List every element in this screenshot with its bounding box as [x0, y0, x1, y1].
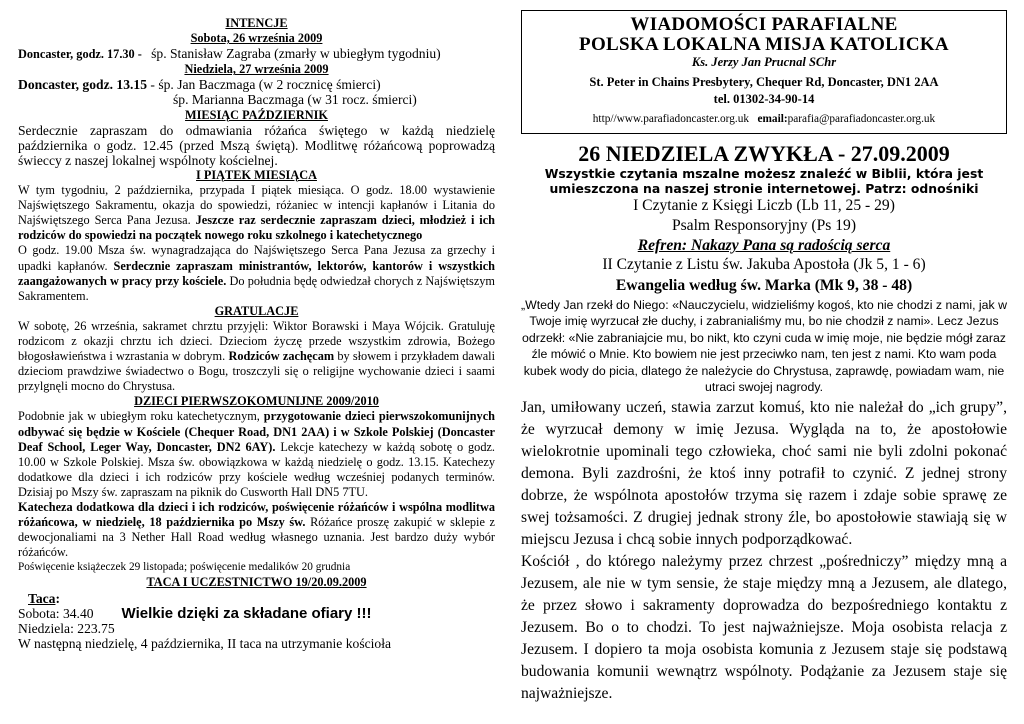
- parish-contact-line: [528, 112, 1000, 127]
- email-label: email:: [757, 113, 788, 125]
- first-friday-bold-2: Serdecznie zapraszam ministrantów, lektorów, kantorów i wszystkich zaangażowanych w pracy przy kościele.: [18, 258, 495, 288]
- collection-label-text: Taca: [28, 590, 56, 606]
- first-friday-text-1: [18, 183, 495, 243]
- communion-part-1: Podobnie jak w ubiegłym roku katechetycznym,: [18, 409, 264, 424]
- psalm: Psalm Responsoryjny (Ps 19): [671, 217, 857, 234]
- congratulations-part-2: by słowem i przykładem dawali dzieciom prawdziwe świadectwo o Bogu, troszczyli się o religijne wychowanie dzieci i saami przylgnęli mocno do Chrystusa.: [18, 349, 496, 394]
- communion-part-2: Lekcje katechezy w każdą sobotę o godz. 10.00 w Szkole Polskiej. Msza św. obowiązkowa w każdą niedzielę o godz. 13.15. Katechezy dodatkowe dla dzieci i ich rodziców przy kościele według wcześniej podanych terminów. Dzisiaj po Mszy św. zapraszam na piknik do Cusworth Hall DN5 7TU.: [18, 439, 495, 499]
- parish-header-box: [521, 10, 1007, 134]
- intentions-date-sunday: Niedziela, 27 września 2009: [184, 62, 329, 77]
- collection-sunday: [18, 621, 495, 636]
- mission-title: POLSKA LOKALNA MISJA KATOLICKA: [579, 34, 949, 55]
- congratulations-heading: GRATULACJE: [214, 303, 299, 318]
- first-friday-part-1: W tym tygodniu, 2 października, przypada I piątek miesiąca. O godz. 18.00 wystawienie Najświętszego Sakramentu, okazja do spowiedzi, różaniec w intencji kapłanów i Litania do Najświętszego Serca Pana Jezusa.: [18, 183, 495, 228]
- first-friday-heading: I PIĄTEK MIESIĄCA: [196, 167, 317, 182]
- first-communion-text-1: [18, 409, 495, 500]
- sunday-value: 223.75: [77, 620, 115, 636]
- october-heading: MIESIĄC PAŹDZIERNIK: [185, 107, 328, 122]
- intention-2-place: Doncaster, godz. 13.15: [18, 77, 148, 93]
- first-friday-section: [18, 168, 495, 304]
- collection-heading: TACA I UCZESTNICTWO 19/20.09.2009: [146, 575, 367, 590]
- readings-note: Wszystkie czytania mszalne możesz znaleźć w Biblii, która jest umieszczona na naszej stronie internetowej. Patrz: odnośniki: [544, 166, 984, 196]
- intentions-heading: INTENCJE: [225, 16, 288, 30]
- first-communion-section: [18, 394, 495, 575]
- saturday-label: Sobota:: [18, 605, 60, 621]
- sunday-title: 26 NIEDZIELA ZWYKŁA - 27.09.2009: [578, 141, 950, 166]
- communion-blessing-dates: Poświęcenie książeczek 29 listopada; poświęcenie medalików 20 grudnia: [18, 561, 351, 574]
- intentions-section: [18, 16, 495, 108]
- intention-line-2: [18, 77, 495, 92]
- first-communion-heading: DZIECI PIERWSZOKOMUNIJNE 2009/2010: [134, 394, 379, 409]
- homily-paragraph-2: Kościół , do którego należymy przez chrzest „pośredniczy” między mną a Jezusem, ale nie w tym sensie, że staje między mną a Jezusem, ale dlatego, że przez słowo i sakramenty doprowadza do bezpośredniego kontaktu z Jezusem. Bo o to chodzi. To jest najważniejsze. Moja osobista relacja z Jezusem. I dopiero ta moja osobista komunia z Jezusem staje się podstawą budowania komunii wewnątrz wspólnoty. Podążanie za Jezusem staje się najważniejsze.: [521, 553, 1007, 703]
- collection-section: [18, 575, 495, 650]
- intention-1-place: Doncaster, godz. 17.30 -: [18, 47, 142, 62]
- intentions-date-saturday: Sobota, 26 września 2009: [190, 31, 323, 46]
- first-friday-part-2: O godz. 19.00 Msza św. wynagradzająca do Najświętszego Serca Pana Jezusa za grzechy i upadki kapłanów.: [18, 243, 495, 273]
- collection-saturday: [18, 606, 495, 621]
- gospel-title: Ewangelia według św. Marka (Mk 9, 38 - 48): [615, 277, 913, 294]
- right-column: [521, 10, 1007, 705]
- congratulations-part-1: W sobotę, 26 września, sakramet chrztu przyjęli: Wiktor Borawski i Maya Wójcik. Gratuluję rodzicom z okazji chrztu ich dzieci. Dzieciom życzę przede wszystkim zdrowia, Bożego błogosławieństwa i wzrastania w dobrym.: [18, 318, 495, 364]
- communion-part-3: Różańce proszę zakupić w sklepie z dewocjonaliami na 3 Nether Hall Road według własnego uznania. Jest bardzo duży wybór różańców.: [18, 515, 496, 560]
- sunday-label: Niedziela:: [18, 620, 74, 636]
- intention-line-3: śp. Marianna Baczmaga (w 31 rocz. śmierci): [173, 92, 417, 108]
- next-collection-note: W następną niedzielę, 4 października, II taca na utrzymanie kościoła: [18, 635, 392, 651]
- intention-2-text: - śp. Jan Baczmaga (w 2 rocznicę śmierci): [147, 77, 381, 93]
- left-column: [18, 16, 495, 651]
- first-communion-text-2: [18, 500, 495, 560]
- congratulations-bold: Rodziców zachęcam: [228, 349, 335, 364]
- october-section: [18, 108, 495, 168]
- communion-bold-2: Katecheza dodatkowa dla dzieci i ich rodziców, poświęcenie różańców i wspólna modlitwa różańcowa, w niedzielę, 18 października po Mszy św.: [18, 500, 495, 530]
- collection-label: [18, 591, 495, 606]
- first-reading: I Czytanie z Księgi Liczb (Lb 11, 25 - 29): [633, 197, 895, 214]
- collection-label-colon: :: [55, 590, 60, 606]
- congratulations-text: [18, 319, 495, 394]
- first-friday-text-2: [18, 243, 495, 303]
- intention-line-1: [18, 46, 495, 62]
- parish-address: St. Peter in Chains Presbytery, Chequer Rd, Doncaster, DN1 2AA: [589, 75, 939, 89]
- saturday-value: 34.40: [62, 605, 94, 621]
- homily-paragraph-1: Jan, umiłowany uczeń, stawia zarzut komuś, kto nie należał do „ich grupy”, że wyrzucał demony w imię Jezusa. Wygląda na to, że apostołowie wielokrotnie upominali tego człowieka, choć sami nie byli zdolni pokonać demona. Byli zazdrośni, że ktoś inny potrafił to czynić. Z jednej strony dobrze, że wspólnota apostołów trzyma się razem i zdaje sobie sprawę ze swej tożsamości. Z drugiej jednak strony źle, bo apostołowie stawiają się w miejscu Jezusa i chcą sobie innych podporządkować.: [521, 399, 1007, 549]
- parish-phone: tel. 01302-34-90-14: [713, 92, 815, 106]
- communion-bold-1: przygotowanie dzieci pierwszokomunijnych odbywać się będzie w Kościele (Chequer Road, DN1 2AA) i w Szkole Polskiej (Doncaster Deaf School, Leger Way, Doncaster, DN2 6AY).: [18, 409, 496, 454]
- first-friday-part-3: Do południa będę odwiedzał chorych z Najświętszym Sakramentem.: [18, 273, 495, 303]
- psalm-refrain: Refren: Nakazy Pana są radością serca: [637, 237, 891, 254]
- newsletter-title: WIADOMOŚCI PARAFIALNE: [630, 14, 898, 35]
- website-link[interactable]: http//www.parafiadoncaster.org.uk: [592, 113, 750, 125]
- first-friday-bold-1: Jeszcze raz serdecznie zapraszam dzieci, młodzież i ich rodziców do spowiedzi na początek nowego roku szkolnego i katechetycznego: [18, 213, 496, 243]
- gospel-text: „Wtedy Jan rzekł do Niego: «Nauczycielu, widzieliśmy kogoś, kto nie chodzi z nami, jak w Twoje imię wyrzucał złe duchy, i zabranialiśmy mu, bo nie chodził z nami». Lecz Jezus odrzekł: «Nie zabraniajcie mu, bo nikt, kto czyni cuda w imię moje, nie będzie mógł zaraz źle mówić o Mnie. Kto bowiem nie jest przeciwko nam, ten jest z nami. Kto wam poda kubek wody do picia, dlatego że należycie do Chrystusa, zaprawdę, powiadam wam, nie utraci swojej nagrody.: [521, 298, 1007, 395]
- priest-name: Ks. Jerzy Jan Prucnal SChr: [691, 55, 837, 69]
- email-link[interactable]: parafia@parafiadoncaster.org.uk: [787, 113, 936, 125]
- thanks-message: Wielkie dzięki za składane ofiary !!!: [121, 604, 372, 622]
- intention-1-text: śp. Stanisław Zagraba (zmarły w ubiegłym tygodniu): [151, 46, 441, 62]
- october-text: Serdecznie zapraszam do odmawiania różańca świętego w każdą niedzielę października o godz. 12.45 (przed Mszą świętą). Modlitwę różańcową poprowadzą świeccy z naszej lokalnej wspólnoty kościelnej.: [18, 122, 495, 168]
- second-reading: II Czytanie z Listu św. Jakuba Apostoła (Jk 5, 1 - 6): [602, 256, 926, 273]
- congratulations-section: [18, 304, 495, 395]
